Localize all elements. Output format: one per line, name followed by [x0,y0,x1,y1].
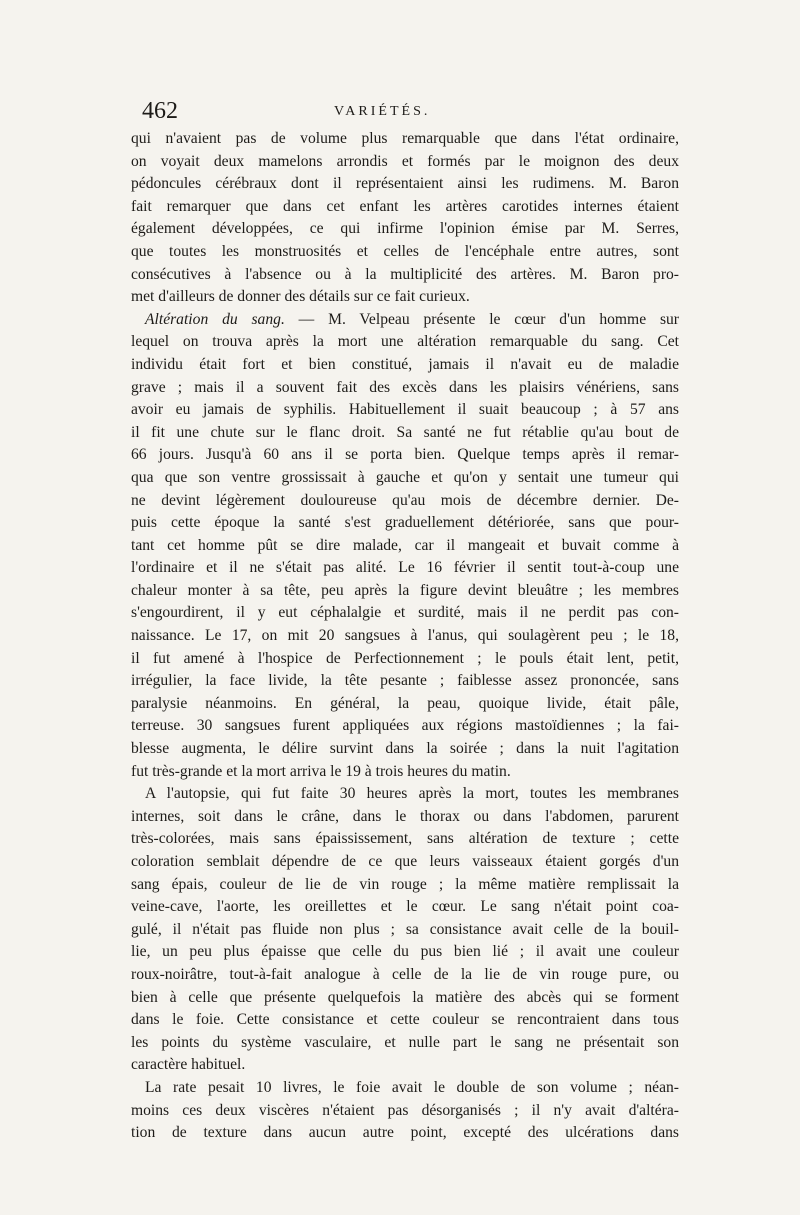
text-line: sang épais, couleur de lie de vin rouge ; la même matière remplissait la [131,875,679,893]
text-line: il fut amené à l'hospice de Perfectionnement ; le pouls était lent, petit, [131,649,679,667]
text-line: l'ordinaire et il ne s'était pas alité. Le 16 février il sentit tout-à-coup une [131,559,679,577]
text-line: consécutives à l'absence ou à la multiplicité des artères. M. Baron pro- [131,265,679,283]
text-line: pédoncules cérébraux dont il représentaient ainsi les rudimens. M. Baron [131,175,679,193]
text-line: fait remarquer que dans cet enfant les artères carotides internes étaient [131,197,679,215]
text-line: individu était fort et bien constitué, jamais il n'avait eu de maladie [131,355,679,373]
text-line: très-colorées, mais sans épaississement, sans altération de texture ; cette [131,830,679,848]
text-line: 66 jours. Jusqu'à 60 ans il se porta bien. Quelque temps après il remar- [131,446,679,464]
text-line: veine-cave, l'aorte, les oreillettes et le cœur. Le sang n'était point coa- [131,898,679,916]
page-number: 462 [142,98,178,124]
text-line: paralysie néanmoins. En général, la peau, quoique livide, était pâle, [131,694,679,712]
text-line: blesse augmenta, le délire survint dans la soirée ; dans la nuit l'agitation [131,740,679,758]
running-head: VARIÉTÉS. [334,104,431,119]
text-line: ne devint légèrement douloureuse qu'au mois de décembre dernier. De- [131,491,679,509]
text-line: tant cet homme pût se dire malade, car il mangeait et buvait comme à [131,536,679,554]
text-line: coloration semblait dépendre de ce que leurs vaisseaux étaient gorgés d'un [131,853,679,870]
text-line: tion de texture dans aucun autre point, excepté des ulcérations dans [131,1124,679,1142]
text-line: grave ; mais il a souvent fait des excès dans les plaisirs vénériens, sans [131,378,679,396]
text-line: A l'autopsie, qui fut faite 30 heures après la mort, toutes les membranes [145,785,679,803]
text-line: bien à celle que présente quelquefois la matière des abcès qui se forment [131,988,679,1006]
page-header [142,98,670,126]
text-line: irrégulier, la face livide, la tête pesante ; faiblesse assez prononcée, sans [131,672,679,690]
text-line: lequel on trouva après la mort une altération remarquable du sang. Cet [131,333,679,351]
text-line: naissance. Le 17, on mit 20 sangsues à l'anus, qui soulagèrent peu ; le 18, [131,627,679,645]
text-line: les points du système vasculaire, et nulle part le sang ne présentait son [131,1033,679,1051]
text-line: s'engourdirent, il y eut céphalalgie et surdité, mais il ne perdit pas con- [131,604,679,622]
text-line: moins ces deux viscères n'étaient pas désorganisés ; il n'y avait d'altéra- [131,1101,679,1119]
text-line: chaleur monter à sa tête, peu après la figure devint bleuâtre ; les membres [131,581,679,599]
body-text [131,128,679,1145]
text-line: qui n'avaient pas de volume plus remarquable que dans l'état ordinaire, [131,130,679,147]
text-line: avoir eu jamais de syphilis. Habituellement il suait beaucoup ; à 57 ans [131,401,679,419]
text-line: fut très-grande et la mort arriva le 19 à trois heures du matin. [131,762,511,780]
text-line: lie, un peu plus épaisse que celle du pus bien lié ; il avait une couleur [131,943,679,961]
text-line: dans le foie. Cette consistance et cette couleur se rencontraient dans tous [131,1011,679,1029]
text-line: qua que son ventre grossissait à gauche et qu'on y sentait une tumeur qui [131,468,679,486]
text-line: La rate pesait 10 livres, le foie avait le double de son volume ; néan- [145,1078,679,1096]
text-line: caractère habituel. [131,1056,246,1074]
text-line: roux-noirâtre, tout-à-fait analogue à celle de la lie de vin rouge pure, ou [131,965,679,983]
text-line: également développées, ce qui infirme l'opinion émise par M. Serres, [131,220,679,238]
section-heading-line: Altération du sang. — M. Velpeau présente le cœur d'un homme sur [145,310,679,328]
text-line: il fit une chute sur le flanc droit. Sa santé ne fut rétablie qu'au bout de [131,423,679,441]
text-line: que toutes les monstruosités et celles de l'encéphale entre autres, sont [131,242,679,260]
section-heading: Altération du sang. [145,310,285,328]
text-line: puis cette époque la santé s'est graduellement détériorée, sans que pour- [131,514,679,532]
text-line: terreuse. 30 sangsues furent appliquées aux régions mastoïdiennes ; la fai- [131,717,679,735]
text-line: met d'ailleurs de donner des détails sur ce fait curieux. [131,288,470,306]
text-line: internes, soit dans le crâne, dans le thorax ou dans l'abdomen, parurent [131,807,679,825]
text-line: on voyait deux mamelons arrondis et formés par le moignon des deux [131,152,679,170]
text-line: gulé, il n'était pas fluide non plus ; sa consistance avait celle de la bouil- [131,920,679,938]
